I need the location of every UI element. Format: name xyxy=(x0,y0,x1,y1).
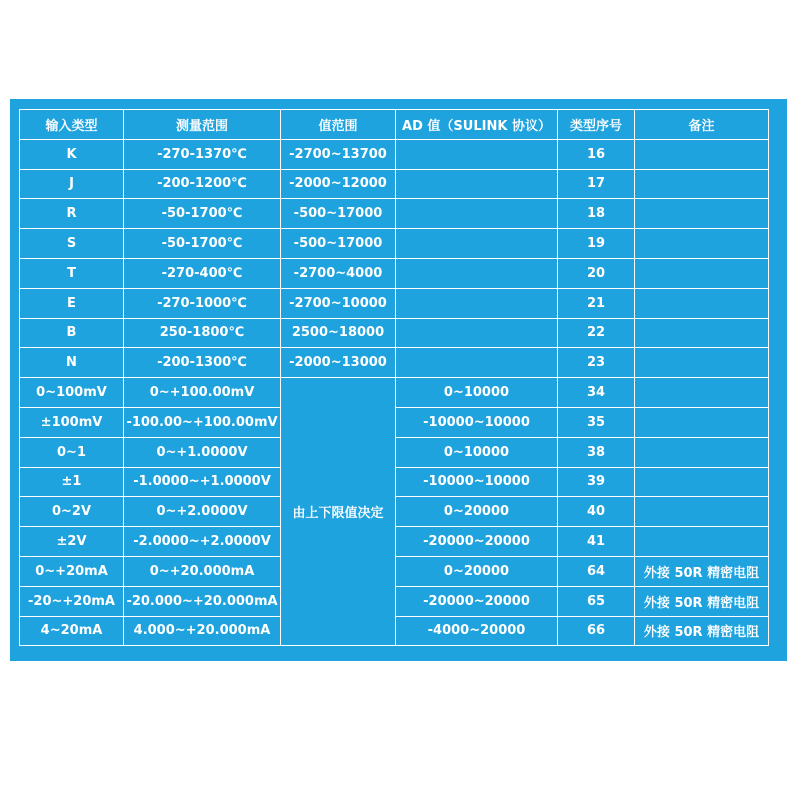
cell-ad-value xyxy=(396,139,558,169)
header-measure-range: 测量范围 xyxy=(124,110,281,140)
cell-input-type: S xyxy=(20,229,124,259)
cell-type-code: 17 xyxy=(558,169,635,199)
cell-note: 外接 50R 精密电阻 xyxy=(635,616,769,646)
table-row xyxy=(20,169,769,199)
cell-note xyxy=(635,169,769,199)
cell-type-code: 66 xyxy=(558,616,635,646)
cell-input-type: B xyxy=(20,318,124,348)
sensor-type-table xyxy=(19,109,769,646)
table-row xyxy=(20,288,769,318)
cell-note: 外接 50R 精密电阻 xyxy=(635,556,769,586)
table-row xyxy=(20,229,769,259)
cell-measure-range: 0~+1.0000V xyxy=(124,437,281,467)
cell-type-code: 16 xyxy=(558,139,635,169)
header-input-type: 输入类型 xyxy=(20,110,124,140)
cell-note xyxy=(635,497,769,527)
cell-value-range: -2700~10000 xyxy=(281,288,396,318)
cell-input-type: K xyxy=(20,139,124,169)
cell-input-type: R xyxy=(20,199,124,229)
cell-ad-value xyxy=(396,229,558,259)
cell-note xyxy=(635,288,769,318)
cell-ad-value xyxy=(396,258,558,288)
cell-ad-value: 0~10000 xyxy=(396,437,558,467)
cell-ad-value xyxy=(396,199,558,229)
header-type-code: 类型序号 xyxy=(558,110,635,140)
cell-value-range: -2700~13700 xyxy=(281,139,396,169)
cell-ad-value: -4000~20000 xyxy=(396,616,558,646)
cell-note xyxy=(635,199,769,229)
cell-input-type: J xyxy=(20,169,124,199)
cell-measure-range: -2.0000~+2.0000V xyxy=(124,527,281,557)
cell-note xyxy=(635,348,769,378)
header-ad-value: AD 值（SULINK 协议） xyxy=(396,110,558,140)
cell-ad-value: 0~20000 xyxy=(396,556,558,586)
cell-ad-value xyxy=(396,288,558,318)
cell-input-type: N xyxy=(20,348,124,378)
cell-type-code: 18 xyxy=(558,199,635,229)
table-row xyxy=(20,378,769,408)
cell-type-code: 40 xyxy=(558,497,635,527)
cell-measure-range: -200-1300℃ xyxy=(124,348,281,378)
cell-note xyxy=(635,139,769,169)
table-row xyxy=(20,139,769,169)
cell-note: 外接 50R 精密电阻 xyxy=(635,586,769,616)
cell-type-code: 65 xyxy=(558,586,635,616)
cell-note xyxy=(635,258,769,288)
cell-measure-range: -270-400℃ xyxy=(124,258,281,288)
header-note: 备注 xyxy=(635,110,769,140)
cell-note xyxy=(635,527,769,557)
cell-measure-range: 0~+100.00mV xyxy=(124,378,281,408)
cell-value-range: -500~17000 xyxy=(281,199,396,229)
cell-note xyxy=(635,437,769,467)
cell-measure-range: -50-1700℃ xyxy=(124,229,281,259)
cell-measure-range: 0~+2.0000V xyxy=(124,497,281,527)
cell-ad-value xyxy=(396,169,558,199)
cell-measure-range: 4.000~+20.000mA xyxy=(124,616,281,646)
cell-type-code: 22 xyxy=(558,318,635,348)
table-row xyxy=(20,199,769,229)
cell-note xyxy=(635,378,769,408)
cell-type-code: 19 xyxy=(558,229,635,259)
cell-input-type: 0~2V xyxy=(20,497,124,527)
cell-ad-value: -20000~20000 xyxy=(396,586,558,616)
cell-value-range: 2500~18000 xyxy=(281,318,396,348)
cell-input-type: 0~+20mA xyxy=(20,556,124,586)
cell-ad-value xyxy=(396,318,558,348)
cell-input-type: -20~+20mA xyxy=(20,586,124,616)
cell-value-range: -2700~4000 xyxy=(281,258,396,288)
cell-ad-value: -10000~10000 xyxy=(396,407,558,437)
cell-ad-value xyxy=(396,348,558,378)
header-value-range: 值范围 xyxy=(281,110,396,140)
cell-measure-range: -50-1700℃ xyxy=(124,199,281,229)
cell-measure-range: 0~+20.000mA xyxy=(124,556,281,586)
cell-measure-range: -1.0000~+1.0000V xyxy=(124,467,281,497)
cell-input-type: 4~20mA xyxy=(20,616,124,646)
cell-ad-value: -10000~10000 xyxy=(396,467,558,497)
cell-input-type: ±1 xyxy=(20,467,124,497)
cell-ad-value: -20000~20000 xyxy=(396,527,558,557)
cell-note xyxy=(635,467,769,497)
cell-input-type: ±2V xyxy=(20,527,124,557)
cell-type-code: 41 xyxy=(558,527,635,557)
cell-type-code: 21 xyxy=(558,288,635,318)
cell-input-type: ±100mV xyxy=(20,407,124,437)
cell-value-range-merged: 由上下限值决定 xyxy=(281,378,396,646)
cell-measure-range: -20.000~+20.000mA xyxy=(124,586,281,616)
cell-ad-value: 0~10000 xyxy=(396,378,558,408)
cell-value-range: -500~17000 xyxy=(281,229,396,259)
cell-measure-range: 250-1800℃ xyxy=(124,318,281,348)
cell-ad-value: 0~20000 xyxy=(396,497,558,527)
cell-value-range: -2000~13000 xyxy=(281,348,396,378)
cell-type-code: 38 xyxy=(558,437,635,467)
cell-input-type: 0~1 xyxy=(20,437,124,467)
cell-value-range: -2000~12000 xyxy=(281,169,396,199)
header-row xyxy=(20,110,769,140)
cell-measure-range: -200-1200℃ xyxy=(124,169,281,199)
table-row xyxy=(20,258,769,288)
cell-measure-range: -100.00~+100.00mV xyxy=(124,407,281,437)
cell-note xyxy=(635,318,769,348)
cell-type-code: 23 xyxy=(558,348,635,378)
cell-type-code: 64 xyxy=(558,556,635,586)
cell-type-code: 34 xyxy=(558,378,635,408)
cell-measure-range: -270-1370℃ xyxy=(124,139,281,169)
cell-note xyxy=(635,407,769,437)
cell-type-code: 35 xyxy=(558,407,635,437)
cell-input-type: 0~100mV xyxy=(20,378,124,408)
cell-input-type: T xyxy=(20,258,124,288)
cell-type-code: 39 xyxy=(558,467,635,497)
cell-input-type: E xyxy=(20,288,124,318)
cell-note xyxy=(635,229,769,259)
cell-measure-range: -270-1000℃ xyxy=(124,288,281,318)
cell-type-code: 20 xyxy=(558,258,635,288)
table-row xyxy=(20,318,769,348)
table-row xyxy=(20,348,769,378)
